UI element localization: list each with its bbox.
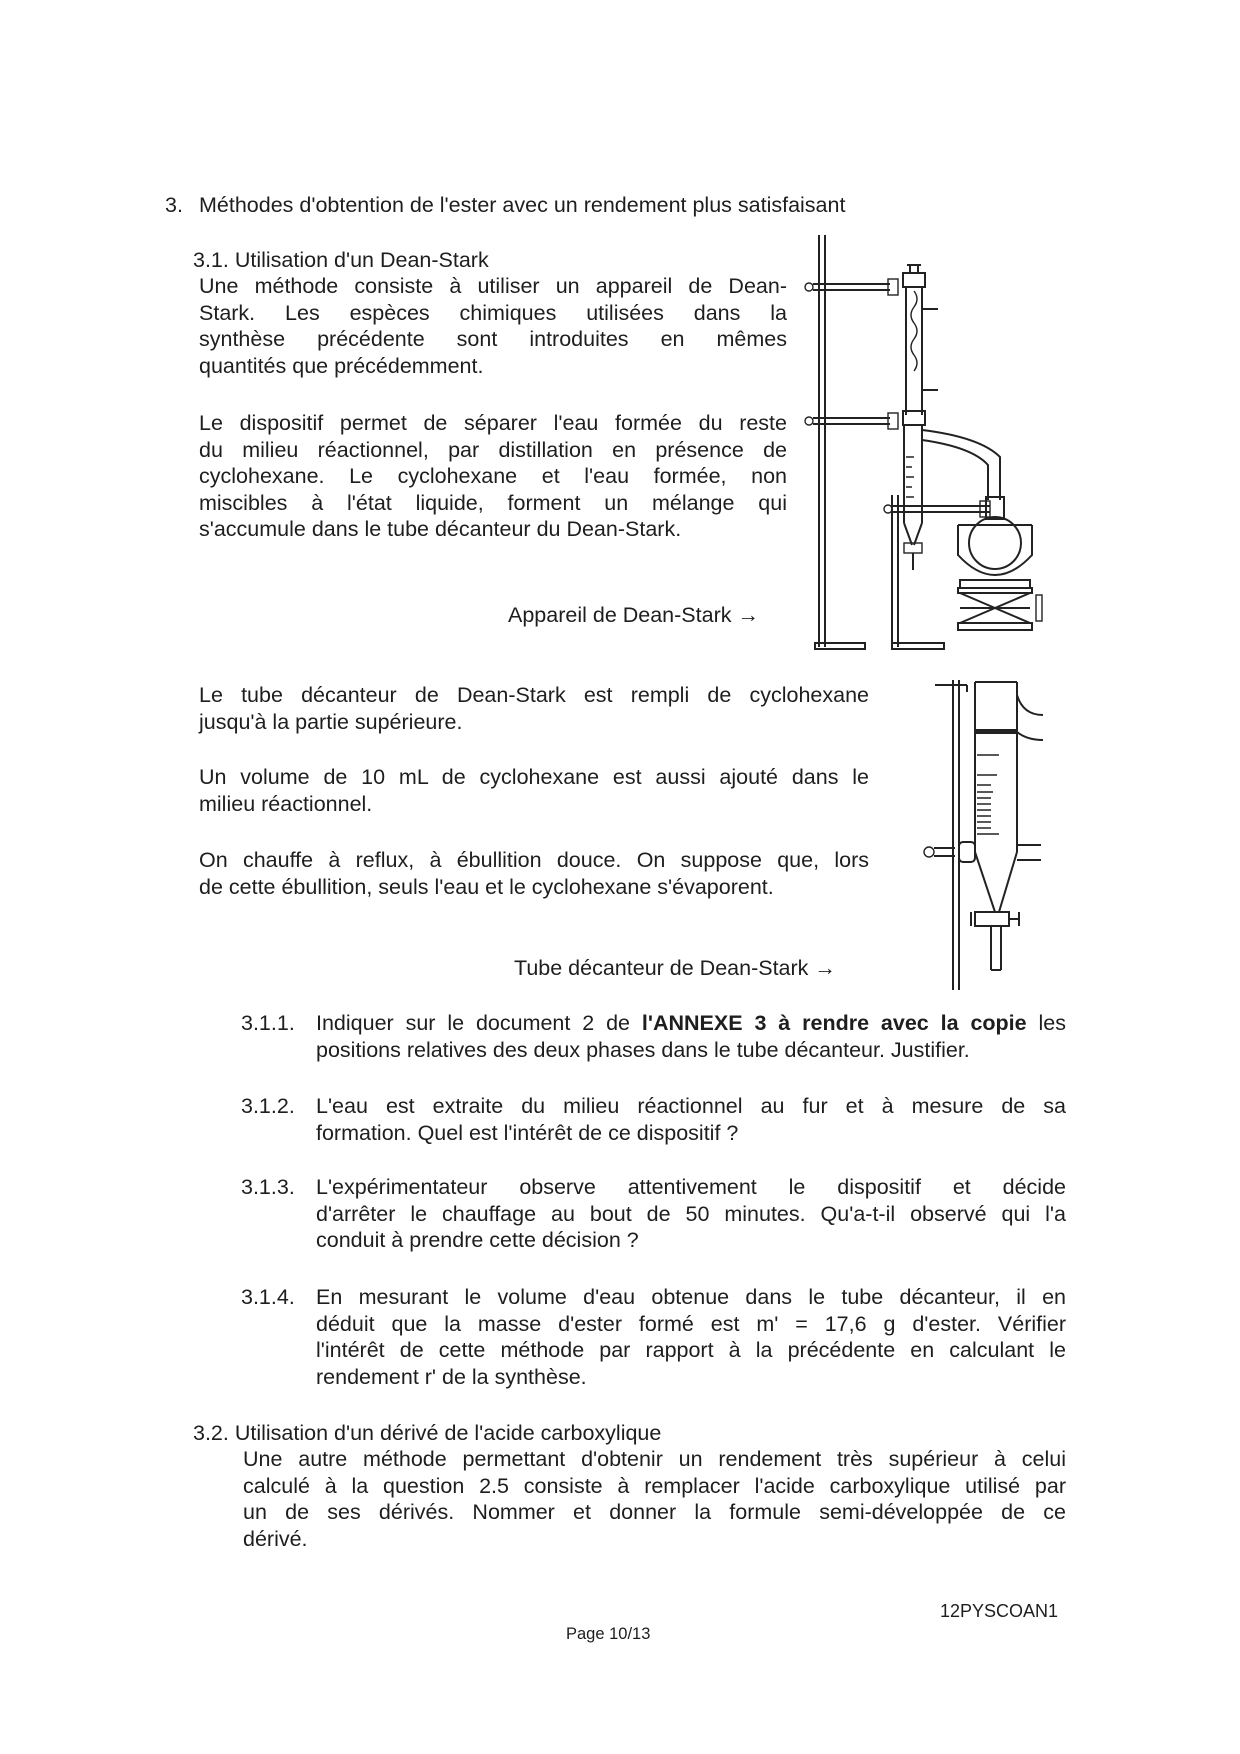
question-3-1-1-text: Indiquer sur le document 2 de l'ANNEXE 3 à rendre avec la copie les positions relatives des deux phases dans le tube décanteur. Justifier. xyxy=(316,1011,1066,1062)
subsection-3-1-heading: 3.1. Utilisation d'un Dean-Stark xyxy=(193,248,489,272)
section-number: 3. xyxy=(165,193,183,217)
page-number: Page 10/13 xyxy=(566,1625,651,1643)
question-3-1-4-number: 3.1.4. xyxy=(241,1285,295,1309)
question-3-1-2-number: 3.1.2. xyxy=(241,1094,295,1118)
caption-tube: Tube décanteur de Dean-Stark → xyxy=(514,956,836,980)
subsection-3-2-heading: 3.2. Utilisation d'un dérivé de l'acide carboxylique xyxy=(193,1421,662,1445)
question-3-1-3-number: 3.1.3. xyxy=(241,1175,295,1199)
subsection-3-2-text: Une autre méthode permettant d'obtenir un rendement très supérieur à celui calculé à la question 2.5 consiste à remplacer l'acide carboxylique utilisé par un de ses dérivés. Nommer et donner la formule semi-développée de ce dérivé. xyxy=(243,1447,1066,1551)
question-3-1-2-text: L'eau est extraite du milieu réactionnel au fur et à mesure de sa formation. Quel est l'intérêt de ce dispositif ? xyxy=(316,1094,1066,1145)
paragraph-device: Le dispositif permet de séparer l'eau formée du reste du milieu réactionnel, par distillation en présence de cyclohexane. Le cyclohexane et l'eau formée, non miscibles à l'état liquide, forment un mélange qui s'accumule dans le tube décanteur du Dean-Stark. xyxy=(199,411,787,541)
document-code: 12PYSCOAN1 xyxy=(940,1601,1059,1621)
section-title: Méthodes d'obtention de l'ester avec un rendement plus satisfaisant xyxy=(199,193,846,217)
paragraph-volume-added: Un volume de 10 mL de cyclohexane est aussi ajouté dans le milieu réactionnel. xyxy=(199,765,869,816)
question-3-1-4-text: En mesurant le volume d'eau obtenue dans le tube décanteur, il en déduit que la masse d'ester formé est m' = 17,6 g d'ester. Vérifier l'intérêt de cette méthode par rapport à la précédente en calculant le rendement r' de la synthèse. xyxy=(316,1285,1066,1389)
question-3-1-1-number: 3.1.1. xyxy=(241,1011,295,1035)
paragraph-heating: On chauffe à reflux, à ébullition douce. On suppose que, lors de cette ébullition, seuls l'eau et le cyclohexane s'évaporent. xyxy=(199,848,869,899)
paragraph-tube-filled: Le tube décanteur de Dean-Stark est rempli de cyclohexane jusqu'à la partie supérieure. xyxy=(199,683,869,734)
caption-apparatus: Appareil de Dean-Stark → xyxy=(508,603,759,627)
paragraph-method: Une méthode consiste à utiliser un appareil de Dean- Stark. Les espèces chimiques utilisées dans la synthèse précédente sont introduites en mêmes quantités que précédemment. xyxy=(199,274,787,378)
decanter-tube-figure xyxy=(915,680,1055,990)
question-3-1-3-text: L'expérimentateur observe attentivement le dispositif et décide d'arrêter le chauffage au bout de 50 minutes. Qu'a-t-il observé qui l'a conduit à prendre cette décision ? xyxy=(316,1175,1066,1252)
dean-stark-apparatus-figure xyxy=(800,225,1070,655)
